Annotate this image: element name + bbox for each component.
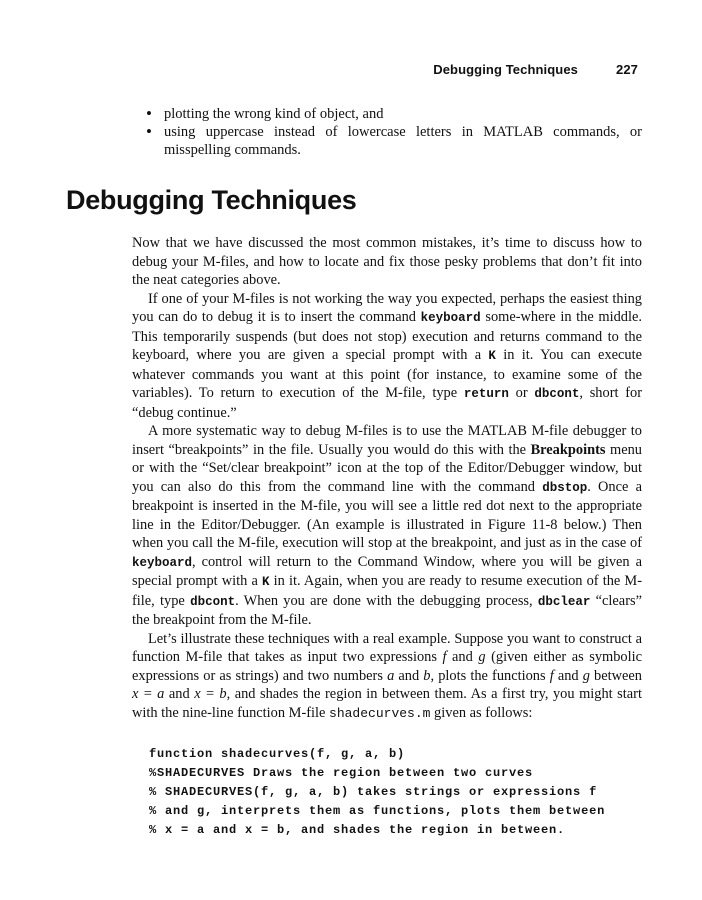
running-header — [0, 62, 638, 77]
inline-code: keyboard — [132, 555, 193, 570]
inline-code: return — [463, 387, 509, 401]
code-line: %SHADECURVES Draws the region between two curves — [149, 766, 534, 780]
body-text — [132, 234, 642, 723]
inline-code: dbcont — [534, 387, 580, 401]
inline-code: dbclear — [537, 594, 591, 609]
inline-code: K — [488, 349, 496, 363]
bullet-list — [146, 105, 642, 159]
paragraph-3: A more systematic way to debug M-files is to use the MATLAB M-file debugger to insert “breakpoints” in the file. Usually you would do this with the Breakpoints menu or with the “Set/clear breakpoint” icon at the top of the Editor/Debugger window, but you can also do this from the command line with the command dbstop. Once a breakpoint is inserted in the M-file, you will see a little red dot next to the appropriate line in the Editor/Debugger. (An example is illustrated in Figure 11-8 below.) Then when you call the M-file, execution will stop at the breakpoint, and just as in the case of keyboard, control will return to the Command Window, where you will be given a special prompt with a K in it. Again, when you are ready to resume execution of the M-file, type dbcont. When you are done with the debugging process, dbclear “clears” the breakpoint from the M-file. — [132, 423, 643, 628]
code-line: function shadecurves(f, g, a, b) — [149, 747, 406, 761]
inline-code: dbstop — [542, 480, 588, 495]
page-number: 227 — [616, 62, 638, 77]
paragraph-4: Let’s illustrate these techniques with a real example. Suppose you want to construct a function M-file that takes as input two expressions f and g (given either as symbolic expressions or as strings) and two numbers a and b, plots the functions f and g between x = a and x = b, and shades the region in between them. As a first try, you might start with the nine-line function M-file shadecurves.m given as follows: — [132, 630, 642, 721]
section-heading: Debugging Techniques — [66, 185, 357, 215]
paragraph-1: Now that we have discussed the most common mistakes, it’s time to discuss how to debug your M-files, and how to locate and fix those pesky problems that don’t fit into the neat categories above. — [132, 235, 642, 288]
code-line: % and g, interprets them as functions, plots them between — [149, 804, 606, 818]
inline-code: dbcont — [190, 594, 236, 609]
list-item: • using uppercase instead of lowercase letters in MATLAB commands, or misspelling commands. — [146, 123, 642, 159]
code-listing — [149, 745, 605, 840]
file-name: shadecurves.m — [329, 705, 431, 721]
code-line: % x = a and x = b, and shades the region in between. — [149, 823, 566, 837]
menu-name: Breakpoints — [530, 441, 606, 458]
list-item: • plotting the wrong kind of object, and — [146, 105, 642, 123]
running-header-section: Debugging Techniques — [433, 62, 578, 77]
code-line: % SHADECURVES(f, g, a, b) takes strings or expressions f — [149, 785, 598, 799]
inline-code: keyboard — [420, 311, 481, 325]
inline-code: K — [262, 575, 270, 589]
paragraph-2: If one of your M-files is not working the way you expected, perhaps the easiest thing you can do to debug it is to insert the command keyboard some-where in the middle. This temporarily suspends (but does not stop) execution and returns command to the keyboard, where you are given a special prompt with a K in it. You can execute whatever commands you want at this point (for instance, to examine some of the variables). To return to execution of the M-file, type return or dbcont, short for “debug continue.” — [132, 290, 643, 421]
